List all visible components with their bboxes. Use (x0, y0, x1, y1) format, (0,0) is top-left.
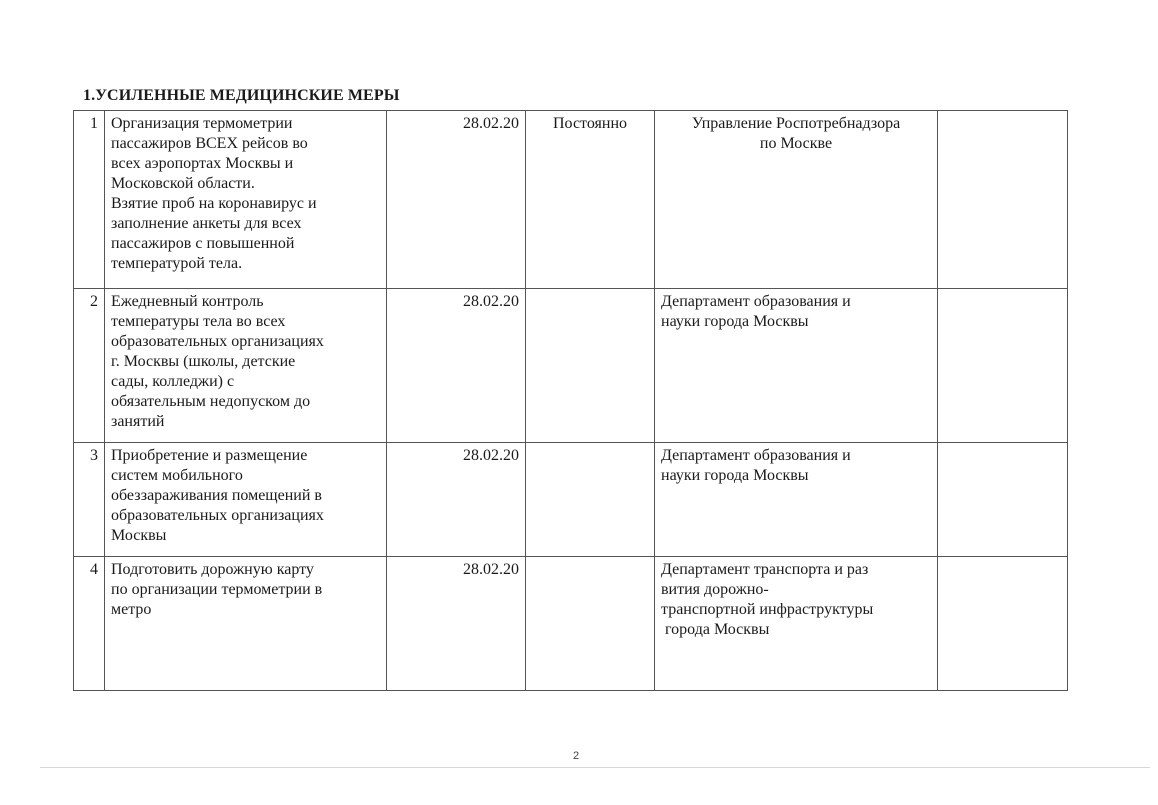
responsible-agency: Департамент образования и науки города Москвы (655, 443, 938, 557)
note-cell (938, 557, 1068, 691)
start-date: 28.02.20 (387, 443, 526, 557)
measures-table (73, 110, 1068, 691)
start-date: 28.02.20 (387, 111, 526, 289)
row-number: 3 (74, 443, 105, 557)
note-cell (938, 443, 1068, 557)
term (526, 289, 655, 443)
start-date: 28.02.20 (387, 557, 526, 691)
measure-description: Организация термометрии пассажиров ВСЕХ рейсов во всех аэропортах Москвы и Московской области. Взятие проб на коронавирус и заполнение анкеты для всех пассажиров с повышенной температурой тела. (105, 111, 387, 289)
table-row (74, 443, 1068, 557)
responsible-agency: Управление Роспотребнадзора по Москве (655, 111, 938, 289)
responsible-agency: Департамент образования и науки города Москвы (655, 289, 938, 443)
start-date: 28.02.20 (387, 289, 526, 443)
section-title: 1.УСИЛЕННЫЕ МЕДИЦИНСКИЕ МЕРЫ (83, 87, 400, 104)
measure-description: Подготовить дорожную карту по организации термометрии в метро (105, 557, 387, 691)
term (526, 443, 655, 557)
row-number: 1 (74, 111, 105, 289)
table-row (74, 289, 1068, 443)
footer-rule (40, 767, 1150, 768)
term (526, 557, 655, 691)
note-cell (938, 289, 1068, 443)
term: Постоянно (526, 111, 655, 289)
note-cell (938, 111, 1068, 289)
table-row (74, 557, 1068, 691)
responsible-agency: Департамент транспорта и раз вития дорожно- транспортной инфраструктуры города Москвы (655, 557, 938, 691)
row-number: 4 (74, 557, 105, 691)
row-number: 2 (74, 289, 105, 443)
page-number: 2 (573, 750, 580, 762)
measure-description: Ежедневный контроль температуры тела во всех образовательных организациях г. Москвы (школы, детские сады, колледжи) с обязательным недопуском до занятий (105, 289, 387, 443)
table-row (74, 111, 1068, 289)
measure-description: Приобретение и размещение систем мобильного обеззараживания помещений в образовательных организациях Москвы (105, 443, 387, 557)
